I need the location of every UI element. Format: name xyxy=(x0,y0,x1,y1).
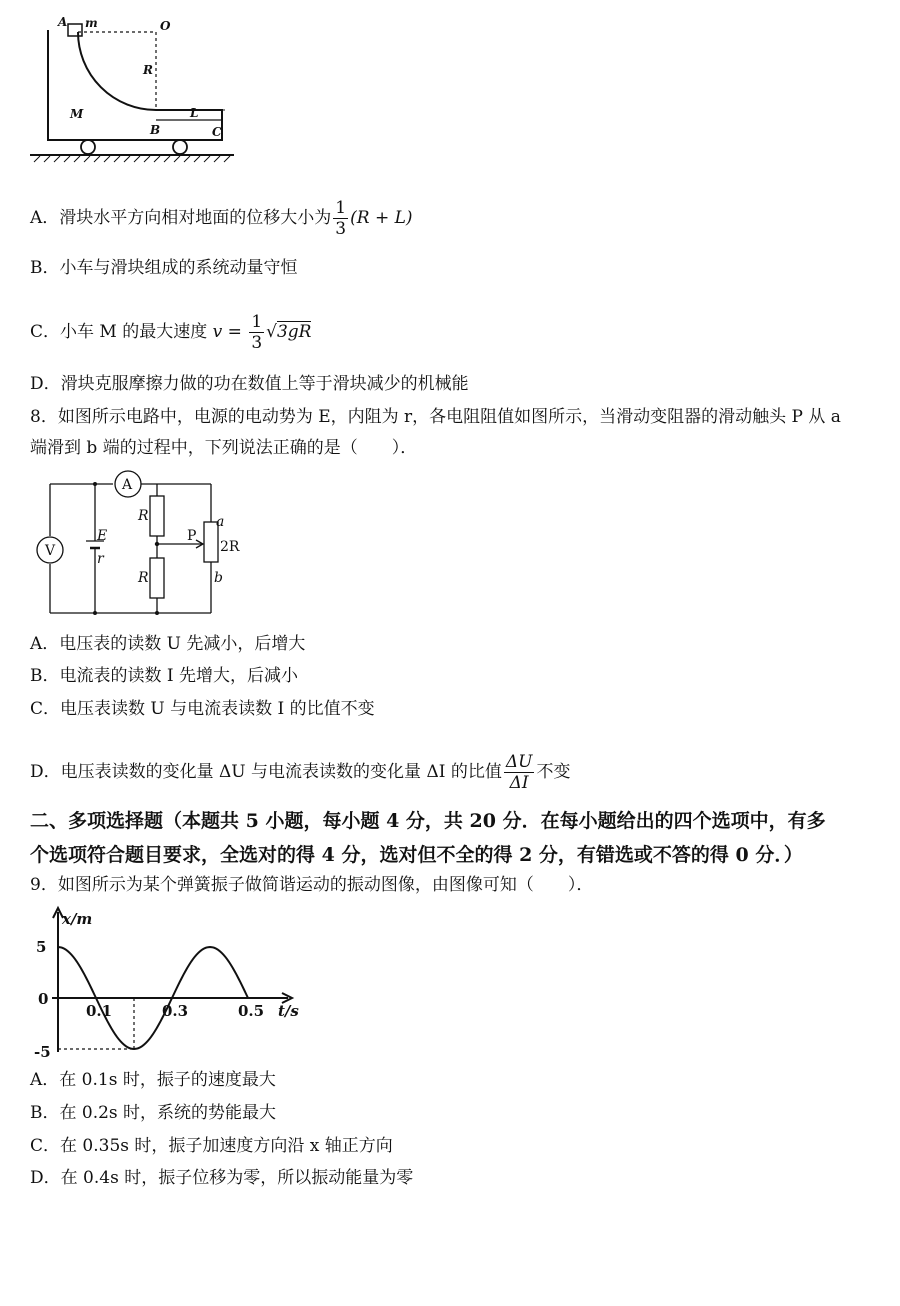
q9-option-c: C．在 0.35s 时，振子加速度方向沿 x 轴正方向 xyxy=(30,1136,393,1156)
circuit-label-r: r xyxy=(97,551,104,567)
cart-track-figure xyxy=(30,10,240,170)
q8-option-d: D．电压表读数的变化量 ΔU 与电流表读数的变化量 ΔI 的比值 $\frac{\Delta U}{\Delta I}$ 不变 xyxy=(30,752,571,793)
x-tick-label: 0.5 xyxy=(238,1002,265,1020)
q8-stem-line1: 8．如图所示电路中，电源的电动势为 E，内阻为 r，各电阻阻值如图所示，当滑动变阻器的滑动触头 P 从 a xyxy=(30,407,841,427)
q9-stem: 9．如图所示为某个弹簧振子做简谐运动的振动图像，由图像可知（ ）． xyxy=(30,875,594,895)
y-tick-label: -5 xyxy=(34,1043,51,1061)
q7-option-a: A．滑块水平方向相对地面的位移大小为 $\frac{1}{3}$ (R + L) xyxy=(30,198,413,239)
circuit-label-a: a xyxy=(216,514,225,530)
q8-option-c: C．电压表读数 U 与电流表读数 I 的比值不变 xyxy=(30,699,375,719)
fig1-label-L: L xyxy=(190,106,199,120)
q7-option-d: D．滑块克服摩擦力做的功在数值上等于滑块减少的机械能 xyxy=(30,374,469,394)
y-tick-label: 0 xyxy=(38,990,49,1008)
x-tick-label: 0.1 xyxy=(86,1002,113,1020)
section2-heading-line2: 个选项符合题目要求，全选对的得 4 分，选对但不全的得 2 分，有错选或不答的得 0 分．） xyxy=(30,844,803,866)
q8-option-a: A．电压表的读数 U 先减小，后增大 xyxy=(30,634,306,654)
q7-option-b: B．小车与滑块组成的系统动量守恒 xyxy=(30,258,298,278)
circuit-label-R-upper: R xyxy=(138,508,149,524)
circuit-ammeter-label: A xyxy=(122,477,133,493)
fig1-label-R: R xyxy=(143,63,153,77)
section2-heading-line1: 二、多项选择题（本题共 5 小题，每小题 4 分，共 20 分．在每小题给出的四个选项中，有多 xyxy=(30,810,826,832)
q9-option-b: B．在 0.2s 时，系统的势能最大 xyxy=(30,1103,277,1123)
q9-option-a: A．在 0.1s 时，振子的速度最大 xyxy=(30,1070,276,1090)
fig1-label-M: M xyxy=(70,107,84,121)
circuit-label-E: E xyxy=(97,528,108,544)
fig1-label-A: A xyxy=(58,15,68,29)
circuit-label-R-lower: R xyxy=(138,570,149,586)
fig1-label-m: m xyxy=(85,16,98,30)
circuit-figure xyxy=(30,468,260,618)
fig1-label-B: B xyxy=(150,123,161,137)
q8-option-b: B．电流表的读数 I 先增大，后减小 xyxy=(30,666,299,686)
circuit-label-P: P xyxy=(187,528,197,544)
circuit-voltmeter-label: V xyxy=(45,543,56,559)
vibration-graph xyxy=(30,904,310,1064)
circuit-label-b: b xyxy=(214,570,223,586)
x-tick-label: 0.3 xyxy=(162,1002,189,1020)
y-axis-label: x/m xyxy=(62,910,93,928)
q8-stem-line2: 端滑到 b 端的过程中，下列说法正确的是（ ）． xyxy=(30,438,418,458)
fig1-label-C: C xyxy=(212,125,222,139)
q9-option-d: D．在 0.4s 时，振子位移为零，所以振动能量为零 xyxy=(30,1168,414,1188)
circuit-label-2R: 2R xyxy=(220,539,240,555)
fig1-label-O: O xyxy=(160,19,171,33)
q7-option-c: C．小车 M 的最大速度 v = $\frac{1}{3}$ √3gR xyxy=(30,312,312,353)
x-axis-label: t/s xyxy=(278,1002,299,1020)
y-tick-label: 5 xyxy=(36,938,47,956)
